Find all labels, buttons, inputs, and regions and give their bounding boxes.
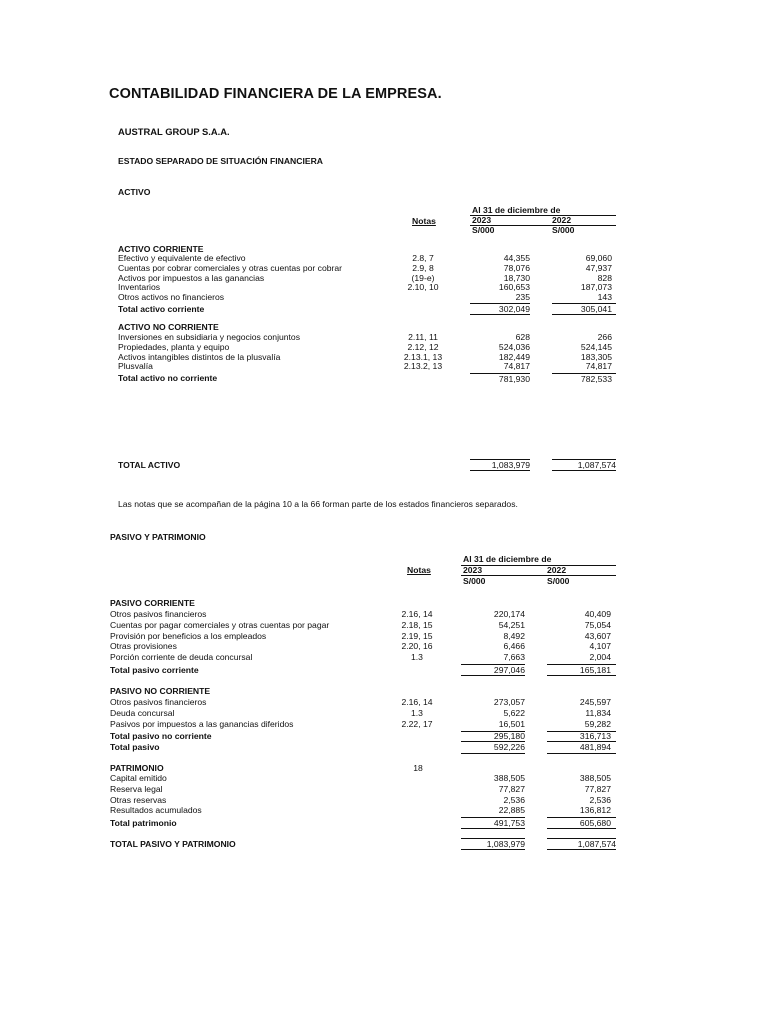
total-pasivo-label: Total pasivo (110, 742, 160, 752)
activo-corriente-row-2022: 143 (597, 292, 612, 303)
pasivo-corriente-row-2022: 43,607 (584, 630, 611, 641)
total-activo-no-corriente-label: Total activo no corriente (118, 373, 218, 383)
pasivo-corriente-row-nota: 2.16, 14 (401, 609, 433, 619)
total-activo-label: TOTAL ACTIVO (118, 460, 181, 470)
total-pasivo-patrimonio-label: TOTAL PASIVO Y PATRIMONIO (110, 839, 236, 849)
pasivo-corriente-row-nota: 2.19, 15 (401, 630, 433, 641)
pasivo-corriente-underline-2023 (461, 675, 525, 676)
activo-corriente-row-2022: 47,937 (585, 262, 612, 273)
pasivo-no-corriente-row-2023: 273,057 (493, 697, 525, 707)
pasivo-corriente-row-2022: 40,409 (584, 609, 611, 619)
pasivo-date-rule (461, 565, 616, 566)
activo-no-corriente-row-nota: 2.12, 12 (407, 341, 439, 352)
pasivo-corriente-row-label: Cuentas por pagar comerciales y otras cuentas por pagar (110, 619, 330, 630)
pasivo-no-corriente-row-2022: 245,597 (579, 697, 611, 707)
pasivo-no-corriente-heading: PASIVO NO CORRIENTE (110, 686, 211, 696)
patrimonio-row-2022: 136,812 (579, 805, 611, 816)
pasivo-corriente-row-nota: 2.18, 15 (401, 619, 433, 630)
activo-date-header: Al 31 de diciembre de (472, 205, 561, 215)
activo-no-corriente-row-2023: 524,036 (498, 341, 530, 352)
activo-col-notas: Notas (412, 216, 436, 226)
activo-corriente-row-nota: (19-e) (411, 272, 435, 283)
activo-no-corriente-row-2022: 74,817 (585, 361, 612, 372)
activo-heading: ACTIVO (118, 187, 151, 197)
pasivo-corriente-row-2023: 6,466 (503, 641, 525, 652)
total-pasivo-underline-2023 (461, 753, 525, 754)
patrimonio-row-2023: 22,885 (498, 805, 525, 816)
pasivo-no-corriente-row-label: Pasivos por impuestos a las ganancias diferidos (110, 718, 294, 729)
activo-corriente-row-2022: 187,073 (580, 282, 612, 293)
activo-unit-2023: S/000 (472, 225, 495, 235)
footnote: Las notas que se acompañan de la página 10 a la 66 forman parte de los estados financieros separados. (118, 499, 518, 509)
total-activo-2023: 1,083,979 (470, 459, 530, 471)
activo-corriente-row-2023: 18,730 (503, 272, 530, 283)
activo-corriente-row-nota: 2.10, 10 (407, 282, 439, 293)
total-activo-corriente-2023: 302,049 (498, 304, 530, 314)
pasivo-no-corriente-row-2022: 11,834 (585, 707, 611, 718)
total-patrimonio-2022: 605,680 (579, 818, 611, 828)
total-patrimonio-2023: 491,753 (493, 818, 525, 828)
activo-corriente-row-2022: 69,060 (585, 253, 612, 263)
pasivo-corriente-row-2022: 75,054 (584, 619, 611, 630)
pasivo-corriente-row-2023: 8,492 (503, 630, 525, 641)
activo-unit-2022: S/000 (552, 225, 575, 235)
total-pasivo-no-corriente-label: Total pasivo no corriente (110, 731, 212, 741)
total-pasivo-underline-2022 (547, 753, 616, 754)
activo-no-corriente-row-label: Inversiones en subsidiaria y negocios conjuntos (118, 332, 301, 342)
activo-corriente-row-label: Efectivo y equivalente de efectivo (118, 253, 246, 263)
patrimonio-row-label: Reserva legal (110, 783, 163, 794)
pasivo-unit-2023: S/000 (463, 576, 486, 586)
total-pasivo-corriente-2023: 297,046 (493, 665, 525, 675)
activo-corriente-row-2023: 160,653 (498, 282, 530, 293)
pasivo-corriente-row-2023: 220,174 (493, 609, 525, 619)
activo-no-corriente-row-2023: 182,449 (498, 351, 530, 362)
total-activo-no-corriente-2023: 781,930 (498, 374, 530, 384)
patrimonio-row-2022: 388,505 (579, 773, 611, 783)
page-title: CONTABILIDAD FINANCIERA DE LA EMPRESA. (109, 86, 442, 102)
activo-corriente-row-label: Cuentas por cobrar comerciales y otras cuentas por cobrar (118, 262, 343, 273)
pasivo-no-corriente-row-label: Deuda concursal (110, 707, 175, 718)
activo-corriente-underline-2022 (552, 314, 616, 315)
statement-title: ESTADO SEPARADO DE SITUACIÓN FINANCIERA (118, 156, 323, 166)
total-activo-corriente-2022: 305,041 (580, 304, 612, 314)
company-name: AUSTRAL GROUP S.A.A. (118, 126, 230, 137)
patrimonio-row-label: Capital emitido (110, 773, 167, 783)
activo-corriente-row-label: Otros activos no financieros (118, 292, 225, 303)
activo-no-corriente-row-2022: 524,145 (580, 341, 612, 352)
patrimonio-row-label: Resultados acumulados (110, 805, 202, 816)
total-pasivo-patrimonio-2022: 1,087,574 (547, 838, 616, 850)
activo-no-corriente-row-label: Activos intangibles distintos de la plusvalía (118, 351, 281, 362)
total-patrimonio-label: Total patrimonio (110, 818, 177, 828)
total-pasivo-no-corriente-2022: 316,713 (579, 731, 611, 741)
patrimonio-heading: PATRIMONIO (110, 763, 164, 773)
pasivo-no-corriente-row-nota: 1.3 (411, 707, 423, 718)
total-activo-2022: 1,087,574 (552, 459, 616, 471)
pasivo-corriente-row-2022: 4,107 (589, 641, 611, 652)
pasivo-heading: PASIVO Y PATRIMONIO (110, 532, 206, 542)
pasivo-corriente-row-label: Otros pasivos financieros (110, 609, 207, 619)
pasivo-corriente-row-2022: 2,004 (589, 652, 611, 663)
pasivo-no-corriente-row-2023: 16,501 (498, 718, 525, 729)
patrimonio-row-2023: 77,827 (498, 783, 525, 794)
activo-no-corriente-row-label: Plusvalía (118, 361, 153, 372)
pasivo-corriente-row-label: Porción corriente de deuda concursal (110, 652, 253, 663)
activo-corriente-row-2023: 235 (515, 292, 530, 303)
activo-no-corriente-row-nota: 2.11, 11 (408, 332, 438, 342)
pasivo-corriente-heading: PASIVO CORRIENTE (110, 598, 195, 608)
activo-corriente-row-2022: 828 (597, 272, 612, 283)
activo-corriente-row-label: Activos por impuestos a las ganancias (118, 272, 265, 283)
pasivo-corriente-row-nota: 2.20, 16 (401, 641, 433, 652)
patrimonio-row-2022: 2,536 (589, 794, 611, 805)
patrimonio-row-2022: 77,827 (584, 783, 611, 794)
total-pasivo-patrimonio-2023: 1,083,979 (461, 838, 525, 850)
activo-corriente-row-label: Inventarios (118, 282, 161, 293)
pasivo-corriente-row-label: Provisión por beneficios a los empleados (110, 630, 267, 641)
pasivo-corriente-row-label: Otras provisiones (110, 641, 177, 652)
patrimonio-underline-2022 (547, 828, 616, 829)
total-pasivo-2022: 481,894 (579, 742, 611, 752)
activo-no-corriente-row-nota: 2.13.2, 13 (403, 361, 443, 372)
pasivo-no-corriente-row-2022: 59,282 (584, 718, 611, 729)
activo-year-2022: 2022 (552, 215, 572, 225)
activo-no-corriente-heading: ACTIVO NO CORRIENTE (118, 322, 219, 332)
patrimonio-nota: 18 (413, 763, 423, 773)
pasivo-unit-2022: S/000 (547, 576, 570, 586)
activo-corriente-underline-2023 (470, 314, 530, 315)
pasivo-corriente-row-nota: 1.3 (411, 652, 423, 663)
activo-year-2023: 2023 (472, 215, 492, 225)
pasivo-no-corriente-row-2023: 5,622 (503, 707, 525, 718)
pasivo-year-2023: 2023 (463, 565, 483, 575)
pasivo-no-corriente-row-label: Otros pasivos financieros (110, 697, 207, 707)
total-activo-no-corriente-2022: 782,533 (580, 374, 612, 384)
patrimonio-row-2023: 388,505 (493, 773, 525, 783)
activo-no-corriente-row-2022: 266 (597, 332, 612, 342)
pasivo-no-corriente-row-nota: 2.16, 14 (401, 697, 433, 707)
total-activo-corriente-label: Total activo corriente (118, 304, 205, 314)
activo-corriente-row-nota: 2.8, 7 (412, 253, 434, 263)
pasivo-date-header: Al 31 de diciembre de (463, 554, 552, 564)
activo-no-corriente-row-2023: 628 (515, 332, 530, 342)
patrimonio-underline-2023 (461, 828, 525, 829)
activo-corriente-heading: ACTIVO CORRIENTE (118, 244, 204, 254)
pasivo-corriente-row-2023: 7,663 (503, 652, 525, 663)
pasivo-no-corriente-row-nota: 2.22, 17 (401, 718, 433, 729)
patrimonio-row-2023: 2,536 (503, 794, 525, 805)
activo-corriente-row-2023: 78,076 (503, 262, 530, 273)
activo-no-corriente-row-2022: 183,305 (580, 351, 612, 362)
activo-no-corriente-row-nota: 2.13.1, 13 (403, 351, 443, 362)
pasivo-year-2022: 2022 (547, 565, 567, 575)
total-pasivo-2023: 592,226 (493, 742, 525, 752)
total-pasivo-no-corriente-2023: 295,180 (493, 731, 525, 741)
activo-no-corriente-row-label: Propiedades, planta y equipo (118, 341, 230, 352)
activo-corriente-row-nota: 2.9, 8 (412, 262, 434, 273)
total-pasivo-corriente-2022: 165,181 (579, 665, 611, 675)
patrimonio-row-label: Otras reservas (110, 794, 167, 805)
pasivo-col-notas: Notas (407, 565, 431, 575)
pasivo-corriente-underline-2022 (547, 675, 616, 676)
total-pasivo-corriente-label: Total pasivo corriente (110, 665, 199, 675)
activo-corriente-row-2023: 44,355 (503, 253, 530, 263)
activo-no-corriente-row-2023: 74,817 (503, 361, 530, 372)
pasivo-corriente-row-2023: 54,251 (498, 619, 525, 630)
activo-date-rule (470, 215, 616, 216)
